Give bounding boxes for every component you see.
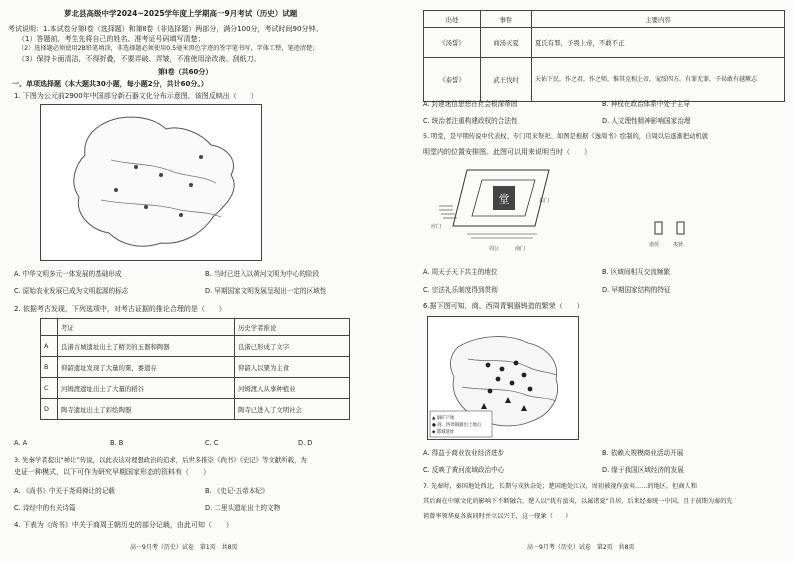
- q2-table: [40, 318, 350, 420]
- q5-option-d: D. 早期国家结构的特征: [602, 286, 671, 294]
- table-cell: 天佑下民，作之君，作之师，惟其克相上帝，宠绥四方。有罪无罪，予曷敢有越厥志: [532, 58, 785, 102]
- question-3-line: 3. 先秦学者提出“禅让”传说，以此表达对理想政治的追求，后世多推崇《尚书》《史记》等文献所载，为: [14, 456, 307, 464]
- q4-option-b: B. 神权在政治体系中处于主导: [602, 100, 690, 108]
- q6-option-c: C. 反映了黄河流域政治中心: [423, 466, 505, 474]
- question-7-line: 祖曾率领华夏各族同时并立以兴王，这一现象（ ）: [423, 513, 572, 520]
- q1-option-b: B. 当时已进入以黄河文明为中心的阶段: [205, 270, 320, 278]
- mingtang-layout-diagram: [427, 162, 567, 260]
- table-row: [424, 58, 785, 102]
- section-heading: 第Ⅰ卷（共60分）: [158, 68, 213, 76]
- question-5-line: 明堂内的位置安排图。此图可以用来说明当时（ ）: [423, 148, 591, 156]
- table-row: [41, 399, 350, 420]
- diagram-label: 东门: [539, 198, 550, 204]
- table-cell: 《汤誓》: [424, 28, 481, 58]
- table-cell: 河姆渡人从事种植业: [235, 378, 350, 399]
- map-legend-item: ▲ 铜矿产地: [432, 416, 455, 421]
- q3-option-a: A. 《尚书》中关于尧舜禅让的记载: [14, 487, 115, 495]
- q2-header-cell: [41, 319, 58, 336]
- question-2: 2. 依据考古发现，下列选项中，对考古证据的推论合理的是（ ）: [14, 305, 226, 313]
- q2-header-cell: 历史学者推论: [235, 319, 350, 336]
- table-cell: 良渚已形成了文字: [235, 336, 350, 357]
- q4-header-cell: 事件: [481, 11, 532, 28]
- bronze-distribution-map: [427, 316, 579, 440]
- table-cell: 仰韶人以粟为主食: [235, 357, 350, 378]
- exam-page-right: [397, 0, 794, 561]
- page-footer: 高一9月考（历史）试卷 第2页 共8页: [527, 544, 635, 551]
- q3-option-d: D. 二里头遗址出土的文物: [205, 504, 281, 512]
- question-4: 4. 下表为《尚书》中关于商周王朝历史的部分记载，由此可知（ ）: [14, 521, 233, 529]
- q5-option-a: A. 周天子天下共主的地位: [423, 268, 498, 276]
- table-cell: 武王伐纣: [481, 58, 532, 102]
- neolithic-culture-map: [40, 104, 262, 261]
- map-legend-item: ◆ 都城遗址: [432, 430, 455, 435]
- q2-option-b: B. B: [110, 439, 124, 447]
- question-3-line: 史证一种模式，以下可作为研究早期国家形态的资料有（ ）: [14, 468, 210, 476]
- table-row: [41, 378, 350, 399]
- q3-option-b: B. 《史记·五帝本纪》: [205, 487, 269, 495]
- diagram-label: 南门: [515, 246, 526, 252]
- page-footer: 高一9月考（历史）试卷 第1页 共8页: [130, 544, 238, 551]
- table-row: [41, 336, 350, 357]
- table-cell: B: [41, 357, 58, 378]
- exam-note: （1）答题前，考生先将自己的姓名、准考证号码填写清楚；: [18, 35, 205, 43]
- q5-option-c: C. 宗法礼乐制度得到贯彻: [423, 286, 498, 294]
- table-cell: D: [41, 399, 58, 420]
- table-cell: A: [41, 336, 58, 357]
- table-row: [41, 357, 350, 378]
- table-cell: 商汤灭夏: [481, 28, 532, 58]
- q2-header-cell: 考证: [58, 319, 235, 336]
- table-row: [424, 28, 785, 58]
- diagram-label: 周公: [489, 246, 500, 252]
- q5-option-b: B. 区域间相互交流频繁: [602, 268, 671, 276]
- q1-option-c: C. 原始农业发展已成为文明起源的标志: [14, 287, 129, 295]
- q6-option-d: D. 缘于我国区域经济的发展: [602, 466, 684, 474]
- q2-option-d: D. D: [298, 439, 313, 447]
- table-cell: 夏氏有罪，予畏上帝，不敢不正: [532, 28, 785, 58]
- table-cell: 陶寺已进入了文明社会: [235, 399, 350, 420]
- q2-option-a: A. A: [14, 439, 28, 447]
- table-cell: 良渚古城遗址出土了精美的玉器和陶器: [58, 336, 235, 357]
- q6-option-b: B. 依赖大规模商业活动开展: [602, 449, 684, 457]
- question-5-line: 5. 明堂，是早期传说中代表权、专门用来祭祀、如图是根据《逸周书》绘制的，自周以后逐渐把动机就: [423, 133, 709, 140]
- diagram-label: 应门: [431, 224, 442, 230]
- q3-option-c: C. 诗经中的有关诗篇: [14, 504, 76, 512]
- exam-note: 考试说明：1.本试卷分第Ⅰ卷（选择题）和第Ⅱ卷（非选择题）两部分，满分100分，考试时间90分钟。: [8, 25, 323, 33]
- diagram-label: 诸侯: [649, 242, 660, 248]
- q4-header-cell: 出处: [424, 11, 481, 28]
- q4-option-a: A. 封建迷信思想在社会根深蒂固: [423, 100, 518, 108]
- q1-option-d: D. 早期国家文明发展呈现出一定的区域性: [205, 287, 327, 295]
- q6-option-a: A. 得益于商业农业经济进步: [423, 449, 505, 457]
- question-7-line: 其后裔在中原文化的影响下不断融合，楚人以“抚有蛮夷，以属诸夏”自居，后来经秦统一中国，且于前期为秦的先: [423, 498, 733, 505]
- diagram-label: 夷狄: [673, 242, 684, 248]
- svg-text:堂: 堂: [498, 193, 510, 206]
- exam-title: 萝北县高级中学2024~2025学年度上学期高一9月考试（历史）试题: [64, 9, 298, 18]
- q4-table: [423, 10, 785, 102]
- table-cell: 《泰誓》: [424, 58, 481, 102]
- exam-note: （2）选择题必须使用2B铅笔填涂，非选择题必须使用0.5毫米黑色字迹的签字笔书写，字体工整，笔迹清楚；: [18, 45, 319, 52]
- table-cell: 仰韶遗址发现了大量的粟、黍遗存: [58, 357, 235, 378]
- q4-header-cell: 主要内容: [532, 11, 785, 28]
- question-1: 1. 下图为公元前2900年中国部分新石器文化分布示意图，该图反映出（ ）: [14, 92, 258, 100]
- part-heading: 一、单项选择题（本大题共30小题，每小题2分，共计60分。）: [12, 80, 208, 88]
- q4-option-c: C. 统治者注重构建政权的合法性: [423, 117, 518, 125]
- table-cell: 河姆渡遗址出土了大量的稻谷: [58, 378, 235, 399]
- q1-option-a: A. 中华文明多元一体发展的基础形成: [14, 270, 122, 278]
- exam-note: （3）保持卡面清洁，不得折叠，不要弄破、弄皱，不准使用涂改液、刮纸刀。: [18, 55, 261, 63]
- q4-option-d: D. 人文理性精神影响国家治理: [602, 117, 691, 125]
- table-cell: 陶寺遗址出土了彩绘陶器: [58, 399, 235, 420]
- question-7-line: 7. 先秦时，秦国地处西北，长期与戎狄杂处；楚国地处江汉，周初被视作蛮夷……的地区，但商人和: [423, 483, 697, 490]
- map-legend-item: ● 商、西周铜器出土地点: [432, 423, 482, 428]
- diagram-side-legend: [647, 212, 717, 258]
- question-6: 6.据下图可知，商、西周青铜器铸造的繁荣（ ）: [423, 302, 584, 310]
- q2-option-c: C. C: [205, 439, 219, 447]
- table-cell: C: [41, 378, 58, 399]
